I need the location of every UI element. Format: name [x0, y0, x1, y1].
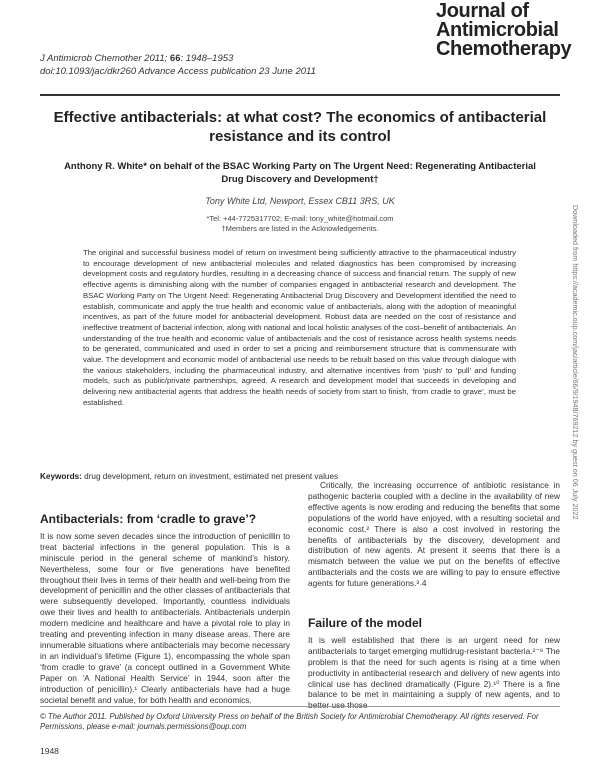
citation-block: [40, 52, 316, 78]
correspondence: [40, 214, 560, 234]
section-heading-cradle-to-grave: Antibacterials: from ‘cradle to grave’?: [40, 512, 257, 526]
logo-line-3: Chemotherapy: [436, 38, 572, 60]
left-column: [40, 514, 290, 705]
keywords-label: Keywords:: [40, 472, 82, 481]
logo-line-1: Journal of: [436, 0, 529, 22]
section1-paragraph: It is now some seven decades since the introduction of penicillin to treat bacterial infections in the general population. This is a miniscule period in the general scheme of mankind’s history. Nevertheless, some four or five generations have benefited throughout their lives in terms of their health and well-being from the development of penicillin and the other classes of antibacterials that were subsequently developed. Importantly, countless individuals owe their lives and health to antibacterials. Antibacterials underpin modern medicine and healthcare and have a pivotal role to play in treating and preventing infection in many disease areas. There are innumerable situations where antibacterials may become necessary in an individual’s lifetime (Figure 1), encompassing the whole span ‘from cradle to grave’ (a concept outlined in a Government White Paper on ‘A National Health Service’ in 1944, soon after the introduction of penicillin).¹ Clearly antibacterials have had a huge societal benefit and value, for both health and economics.: [40, 530, 290, 705]
article-title: Effective antibacterials: at what cost? The economics of antibacterial resistance and its control: [53, 109, 547, 145]
citation-pages: : 1948–1953: [180, 53, 234, 64]
section2-paragraph: It is well established that there is an urgent need for new antibacterials to target emerging multidrug-resistant bacteria.²⁻⁹ The problem is that the need for such agents is rising at a time when productivity in antibacterial research and delivery of new agents into clinical use has declined dramatically (Figure 2).¹⁰ There is a fine balance to be met in maintaining a supply of new agents, and to: [308, 634, 560, 700]
footer-rule: [40, 706, 560, 707]
affiliation: Tony White Ltd, Newport, Essex CB11 3RS, UK: [205, 196, 395, 206]
members-note: †Members are listed in the Acknowledgements.: [221, 224, 379, 233]
citation-line: [40, 52, 316, 65]
citation-year: 2011;: [144, 53, 168, 64]
section-heading-failure-of-model: Failure of the model: [308, 616, 423, 630]
header-rule: [40, 94, 560, 96]
keywords: [40, 472, 338, 481]
citation-volume: 66: [169, 53, 181, 64]
right-column-section: [308, 618, 560, 711]
email-line: *Tel: +44-7725317702; E-mail: tony_white@hotmail.com: [206, 214, 394, 223]
journal-abbrev: J Antimicrob Chemother: [40, 53, 142, 64]
right-column-paragraph: [308, 480, 560, 589]
keywords-text: drug development, return on investment, estimated net present values: [84, 472, 339, 481]
doi-line: doi:10.1093/jac/dkr260 Advance Access publication 23 June 2011: [40, 66, 316, 77]
copyright-note: © The Author 2011. Published by Oxford University Press on behalf of the British Society for Antimicrobial Chemotherapy. All rights reserved. For Permissions, please e-mail: journals.permissions@oup.com: [40, 712, 539, 731]
download-watermark: Downloaded from https://academic.oup.com/jac/article/66/9/1948/769212 by guest on 06 July 2022: [571, 205, 580, 520]
logo-line-2: Antimicrobial: [436, 19, 559, 41]
journal-logo: [436, 2, 571, 59]
right-paragraph: Critically, the increasing occurrence of antibiotic resistance in pathogenic bacteria coupled with a decline in the availability of new effective agents is now eroding and reducing the benefits that some populations of the world have enjoyed, with a resulting societal and economic cost.² There is also a cost involved in restoring the benefits of antibacterials by the discovery, development and distribution of new agents. At present it seems that there is a mismatch between the value we put on the benefits of effective antibacterials and the costs we are willing to pay to ensure effective agents for future generations.³˒4: [308, 480, 560, 589]
abstract: The original and successful business model of return on investment being sufficiently attractive to the pharmaceutical industry to encourage development of new antibacterial molecules and related diagnostics has been compromised by increasing development costs and regulatory hurdles, resulting in a decreasing chance of success and financial return. The supply of new effective agents is diminishing along with the number of companies engaged in antibacterial research and development. The BSAC Working Party on The Urgent Need: Regenerating Antibacterial Drug Discovery and Development identified the need to establish, communicate and apply the true health and economic value of antibacterials, along with the adoption of meaningful incentives, as part of the future model for antibacterial development. Robust data are needed on the cost of resistance and ineffective treatment of bacterial infection, along with national and local holistic analyses of the cost–benefit of antibacterials. An understanding of the true health and economic value of antibacterials and the cost of resistance across health systems needs to be generated, communicated and used in order to set a pricing and reimbursement structure that is commensurate with value. The development and economic model of antibacterial use needs to be rebuilt based on this value through dialogue with the various stakeholders, including the pharmaceutical industry, and alternative incentives from ‘push’ to ‘pull’ and funding models, such as public/private partnerships, agreed. A research and development model that succeeds in developing and delivering new antibacterial agents that address the health needs of society from start to finish, ‘from cradle to grave’, must be established.: [83, 248, 516, 407]
author-line: Anthony R. White* on behalf of the BSAC Working Party on The Urgent Need: Regenerating Antibacterial Drug Discovery and Development†: [64, 161, 536, 185]
page-number: 1948: [40, 746, 59, 756]
